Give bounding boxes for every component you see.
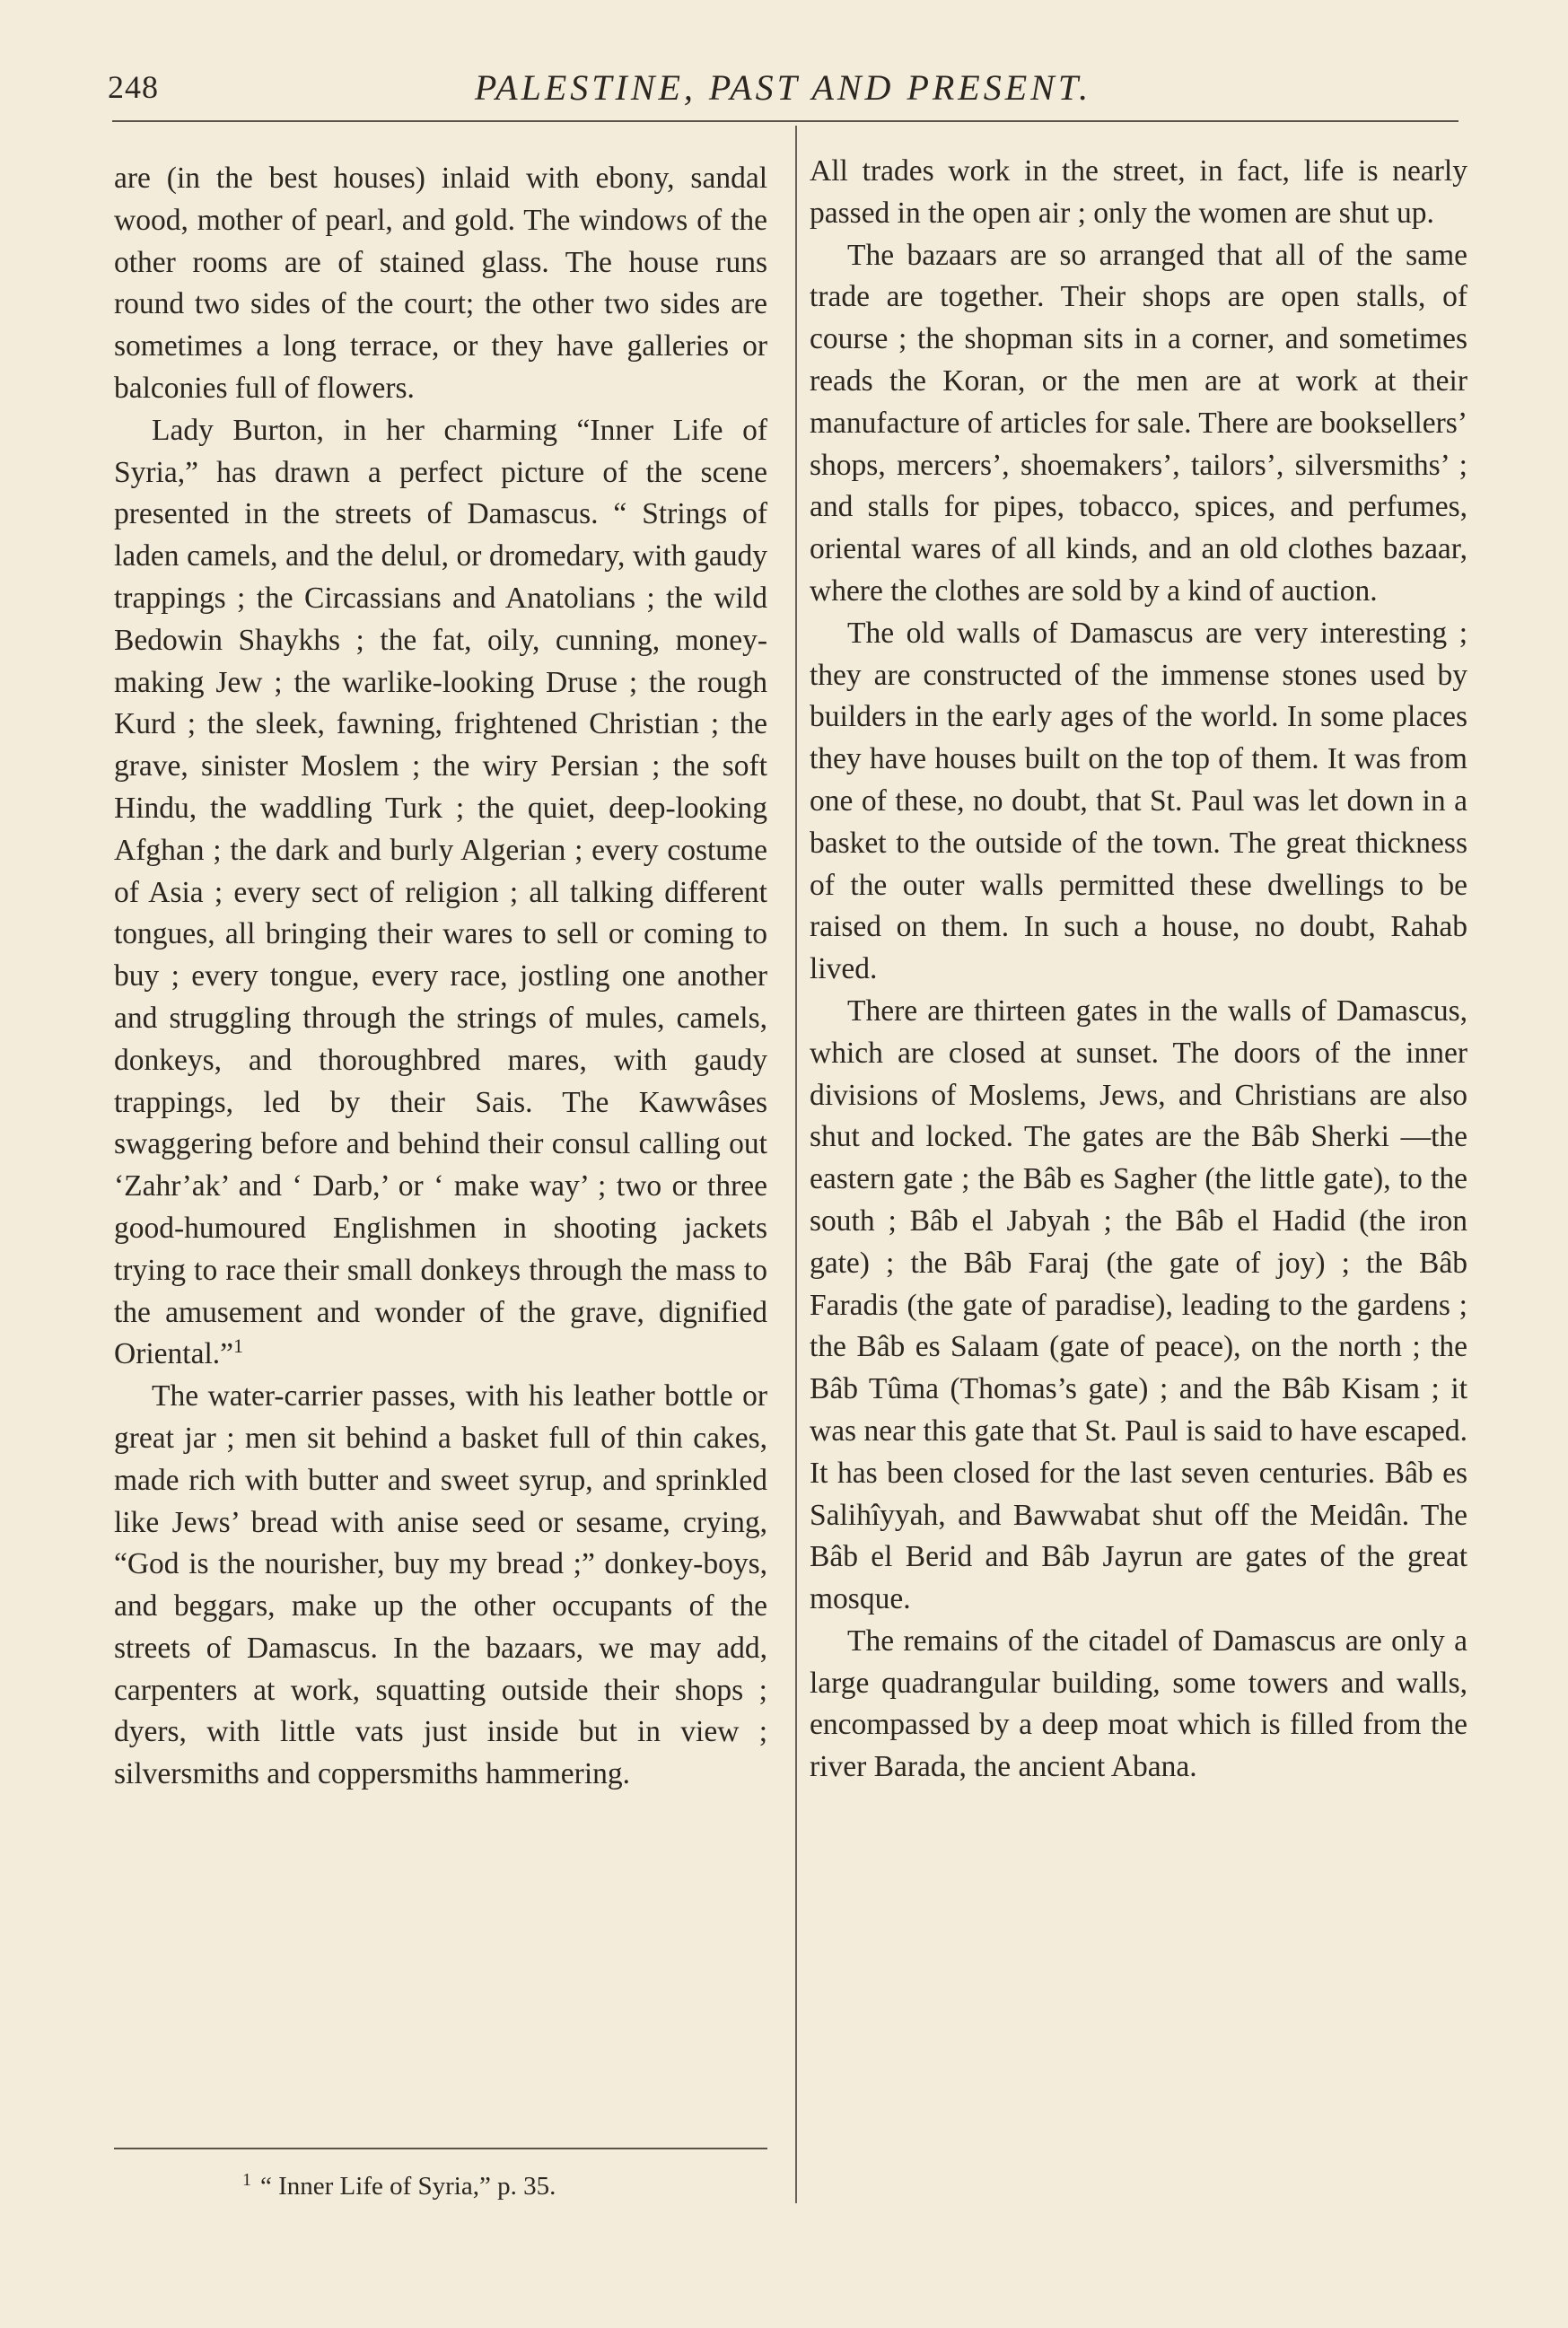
- paragraph: The remains of the citadel of Damascus are only a large quadrangular building, some towers and walls, encompassed by a deep moat which is filled from the river Barada, the ancient Abana.: [810, 1623, 1467, 1784]
- paragraph: The water-carrier passes, with his leather bottle or great jar ; men sit behind a basket full of thin cakes, made rich with butter and sweet syrup, and sprinkled like Jews’ bread with anise seed or sesame, crying, “God is the nourisher, buy my bread ;” donkey-boys, and beggars, make up the other occupants of the streets of Damascus. In the bazaars, we may add, carpenters at work, squatting outside their shops ; dyers, with little vats just inside but in view ; silversmiths and coppersmiths hammering.: [114, 1379, 767, 1791]
- left-column: [114, 158, 767, 1796]
- running-title: PALESTINE, PAST AND PRESENT.: [474, 67, 1092, 108]
- footnote-mark: 1: [242, 2170, 251, 2190]
- paragraph-with-footnote: [114, 410, 767, 1376]
- footnote-rule: [114, 2148, 767, 2149]
- footnote-text: “ Inner Life of Syria,” p. 35.: [260, 2172, 556, 2201]
- column-divider: [795, 126, 797, 2203]
- paragraph: The old walls of Damascus are very interesting ; they are constructed of the immense stones used by builders in the early ages of the world. In some places they have houses built on the top of them. It was from one of these, no doubt, that St. Paul was let down in a basket to the outside of the town. The great thickness of the outer walls permitted these dwellings to be raised on them. In such a house, no doubt, Rahab lived.: [810, 616, 1467, 986]
- footnote-reference[interactable]: 1: [233, 1335, 244, 1358]
- page-header: [108, 63, 1459, 117]
- paragraph-text: Lady Burton, in her charming “Inner Life of Syria,” has drawn a perfect picture of the scene presented in the streets of Damascus. “ Strings of laden camels, and the delul, or dromedary, with gaudy trappings ; the Circassians and Anatolians ; the wild Bedowin Shaykhs ; the fat, oily, cunning, money-making Jew ; the warlike-looking Druse ; the rough Kurd ; the sleek, fawning, frightened Christian ; the grave, sinister Moslem ; the wiry Persian ; the soft Hindu, the waddling Turk ; the quiet, deep-looking Afghan ; the dark and burly Algerian ; every costume of Asia ; every sect of religion ; all talking different tongues, all bringing their wares to sell or coming to buy ; every tongue, every race, jostling one another and struggling through the strings of mules, camels, donkeys, and thoroughbred mares, with gaudy trappings, led by their Sais. The Kawwâses swaggering before and behind their consul calling out ‘Zahr’ak’ and ‘ Darb,’ or ‘ make way’ ; two or three good-humoured Englishmen in shooting jackets trying to race their small donkeys through the mass to the amusement and wonder of the grave, dignified Oriental.”: [114, 413, 767, 1371]
- page-number: 248: [108, 69, 159, 105]
- paragraph: are (in the best houses) inlaid with ebony, sandal wood, mother of pearl, and gold. The windows of the other rooms are of stained glass. The house runs round two sides of the court; the other two sides are sometimes a long terrace, or they have galleries or balconies full of flowers.: [114, 162, 767, 405]
- paragraph: All trades work in the street, in fact, life is nearly passed in the open air ; only the women are shut up.: [810, 154, 1467, 230]
- paragraph: The bazaars are so arranged that all of the same trade are together. Their shops are open stalls, of course ; the shopman sits in a corner, and sometimes reads the Koran, or the men are at work at their manufacture of articles for sale. There are booksellers’ shops, mercers’, shoemakers’, tailors’, silversmiths’ ; and stalls for pipes, tobacco, spices, and perfumes, oriental wares of all kinds, and an old clothes bazaar, where the clothes are sold by a kind of auction.: [810, 238, 1467, 608]
- header-rule: [112, 120, 1459, 122]
- paragraph: There are thirteen gates in the walls of Damascus, which are closed at sunset. The doors of the inner divisions of Moslems, Jews, and Christians are also shut and locked. The gates are the Bâb Sherki —the eastern gate ; the Bâb es Sagher (the little gate), to the south ; Bâb el Jabyah ; the Bâb el Hadid (the iron gate) ; the Bâb Faraj (the gate of joy) ; the Bâb Faradis (the gate of paradise), leading to the gardens ; the Bâb es Salaam (gate of peace), on the north ; the Bâb Tûma (Thomas’s gate) ; and the Bâb Kisam ; it was near this gate that St. Paul is said to have escaped. It has been closed for the last seven centuries. Bâb es Salihîyyah, and Bawwabat shut off the Meidân. The Bâb el Berid and Bâb Jayrun are gates of the great mosque.: [810, 993, 1467, 1616]
- right-column: [810, 151, 1467, 1789]
- footnote: [242, 2170, 556, 2201]
